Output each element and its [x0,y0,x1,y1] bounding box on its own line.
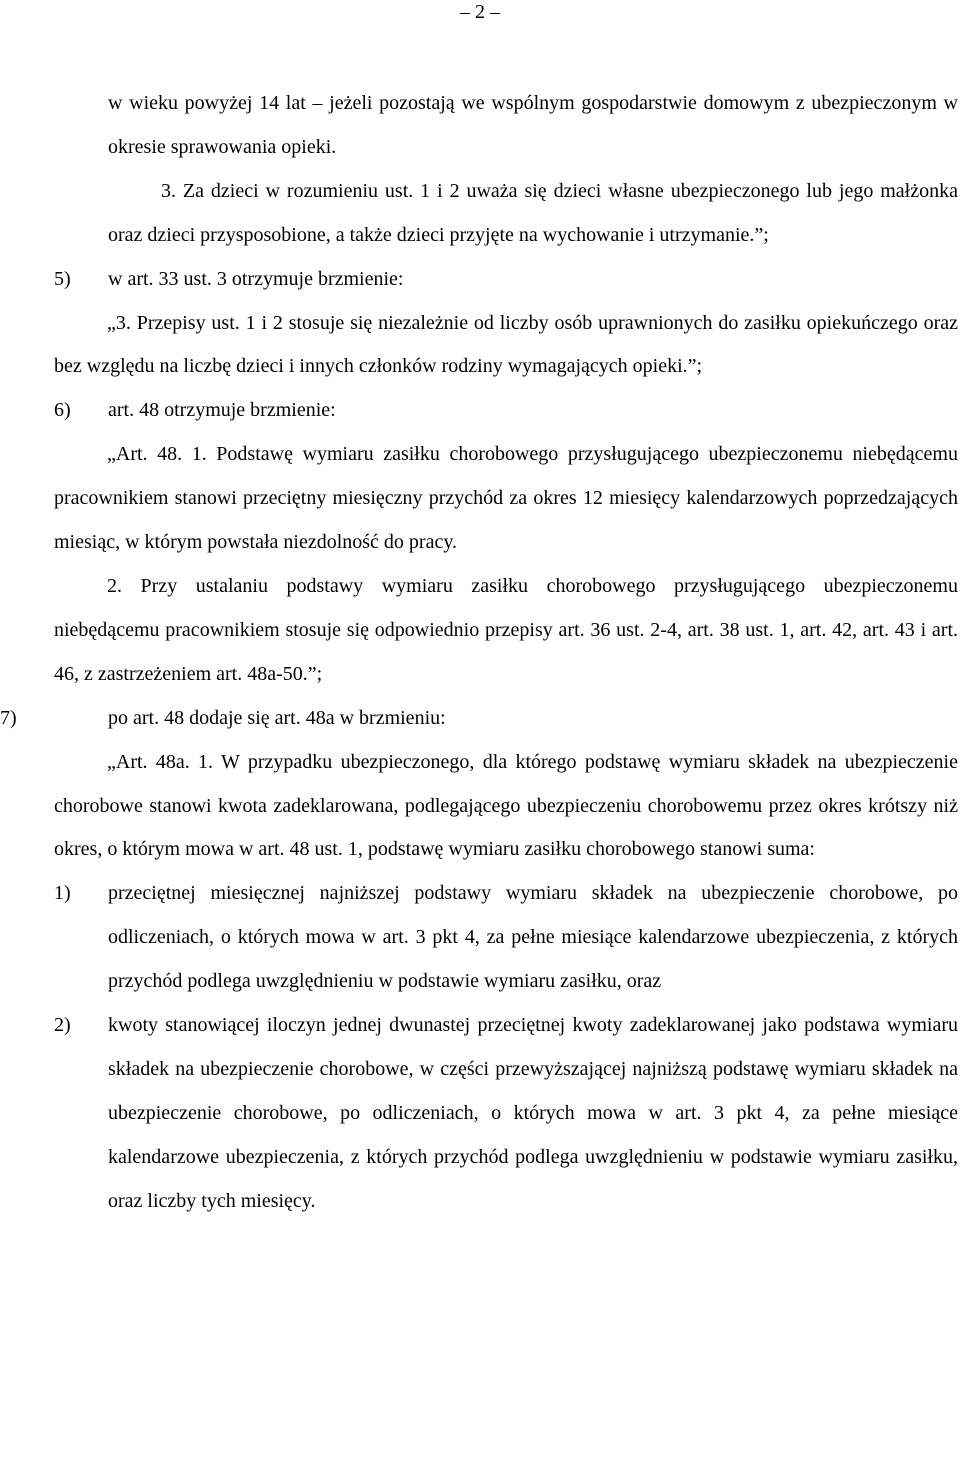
list-item-text: po art. 48 dodaje się art. 48a w brzmieniu: [108,706,446,729]
list-item-number: 6) [54,399,71,422]
sub-item-text: kwoty stanowiącej iloczyn jednej dwunastej przeciętnej kwoty zadeklarowanej jako podstawa wymiaru składek na ubezpieczenie chorobowe, w części przewyższającej najniższą podstawę wymiaru składek na ubezpieczenie chorobowe, po odliczeniach, o których mowa w art. 3 pkt 4, za pełne miesiące kalendarzowe ubezpieczenia, z których przychód podlega uwzględnieniu w podstawie wymiaru zasiłku, oraz liczby tych miesięcy. [108,1014,958,1212]
sub-item-text: przeciętnej miesięcznej najniższej podstawy wymiaru składek na ubezpieczenie chorobowe, po odliczeniach, o których mowa w art. 3 pkt 4, za pełne miesiące kalendarzowe ubezpieczenia, z których przychód podlega uwzględnieniu w podstawie wymiaru zasiłku, oraz [108,882,958,993]
list-item-text: art. 48 otrzymuje brzmienie: [108,399,336,422]
list-item-number: 5) [54,267,71,290]
document-body [0,82,958,1224]
page-number: – 2 – [460,1,500,23]
list-item-6 [54,389,958,433]
list-item-text: w art. 33 ust. 3 otrzymuje brzmienie: [108,267,404,290]
sub-item-number: 1) [54,882,71,905]
paragraph-art48-ust2: 2. Przy ustalaniu podstawy wymiaru zasiłku chorobowego przysługującego ubezpieczonemu niebędącemu pracownikiem stosuje się odpowiednio przepisy art. 36 ust. 2-4, art. 38 ust. 1, art. 42, art. 43 i art. 46, z zastrzeżeniem art. 48a-50.”; [54,574,958,685]
paragraph-prev-continuation: w wieku powyżej 14 lat – jeżeli pozostają we wspólnym gospodarstwie domowym z ubezpieczonym w okresie sprawowania opieki. [108,92,958,158]
sub-item-2 [54,1004,958,1224]
list-item-5 [54,258,958,302]
paragraph-art48-ust1: „Art. 48. 1. Podstawę wymiaru zasiłku chorobowego przysługującego ubezpieczonemu niebędącemu pracownikiem stanowi przeciętny miesięczny przychód za okres 12 miesięcy kalendarzowych poprzedzających miesiąc, w którym powstała niezdolność do pracy. [54,443,958,554]
sub-item-1 [54,872,958,1004]
paragraph-prev-ust-3: 3. Za dzieci w rozumieniu ust. 1 i 2 uważa się dzieci własne ubezpieczonego lub jego małżonka oraz dzieci przysposobione, a także dzieci przyjęte na wychowanie i utrzymanie.”; [108,179,958,246]
paragraph-art48a-ust1: „Art. 48a. 1. W przypadku ubezpieczonego, dla którego podstawę wymiaru składek na ubezpieczenie chorobowe stanowi kwota zadeklarowana, podlegającego ubezpieczeniu chorobowemu przez okres krótszy niż okres, o którym mowa w art. 48 ust. 1, podstawę wymiaru zasiłku chorobowego stanowi suma: [54,750,958,861]
paragraph-art33-ust3: „3. Przepisy ust. 1 i 2 stosuje się niezależnie od liczby osób uprawnionych do zasiłku opiekuńczego oraz bez względu na liczbę dzieci i innych członków rodziny wymagających opieki.”; [54,311,958,378]
list-item-7 [0,697,958,741]
list-item-number: 7) [0,706,17,729]
sub-item-number: 2) [54,1014,71,1037]
